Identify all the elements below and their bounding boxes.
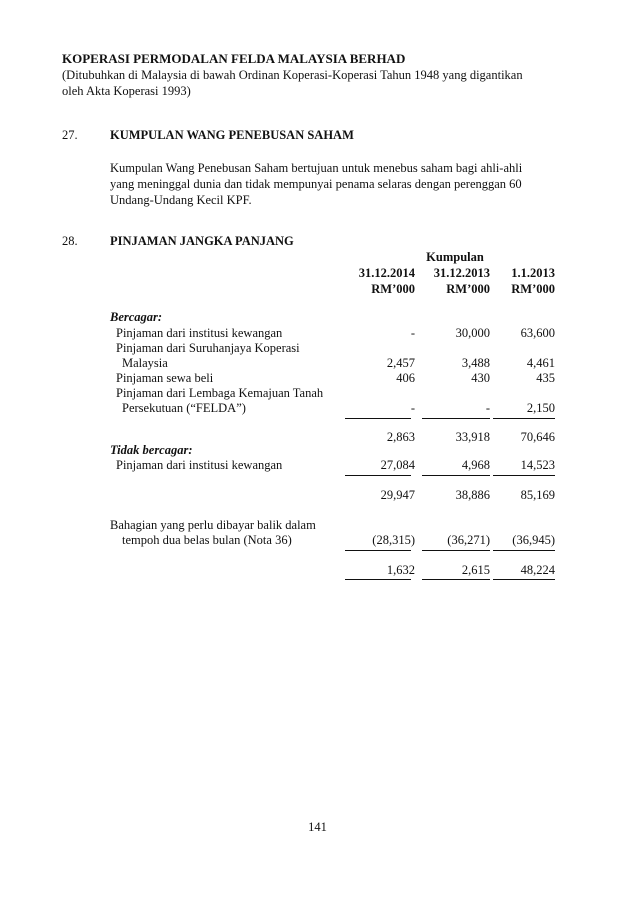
subtotal-cell: 33,918 — [455, 430, 490, 444]
column-date: 31.12.2014 — [358, 266, 415, 280]
divider — [422, 550, 490, 551]
subtotal-cell: 2,863 — [386, 430, 415, 444]
row-label: Malaysia — [122, 356, 168, 370]
page-number: 141 — [308, 820, 327, 834]
row-label: Pinjaman sewa beli — [116, 371, 214, 385]
table-cell: 4,461 — [526, 356, 555, 370]
column-date: 1.1.2013 — [511, 266, 555, 280]
row-label: Pinjaman dari institusi kewangan — [116, 326, 283, 340]
note-27-body-line2: yang meninggal dunia dan tidak mempunyai penama selaras dengan perenggan 60 — [110, 177, 522, 191]
note-28-number: 28. — [62, 234, 78, 248]
row-label: Pinjaman dari Suruhanjaya Koperasi — [116, 341, 300, 355]
column-date: 31.12.2013 — [433, 266, 490, 280]
row-label: Bahagian yang perlu dibayar balik dalam — [110, 518, 316, 532]
organization-subtitle-line1: (Ditubuhkan di Malaysia di bawah Ordinan Koperasi-Koperasi Tahun 1948 yang digantikan — [62, 68, 523, 82]
divider — [493, 418, 555, 419]
table-cell: (28,315) — [372, 533, 415, 547]
row-label: Persekutuan (“FELDA”) — [122, 401, 246, 415]
table-cell: 406 — [396, 371, 415, 385]
table-cell: 30,000 — [455, 326, 490, 340]
note-27-title: KUMPULAN WANG PENEBUSAN SAHAM — [110, 128, 354, 142]
unsecured-heading: Tidak bercagar: — [110, 443, 193, 457]
table-cell: 430 — [471, 371, 490, 385]
total-cell: 38,886 — [455, 488, 490, 502]
organization-name: KOPERASI PERMODALAN FELDA MALAYSIA BERHAD — [62, 51, 406, 66]
divider — [345, 418, 411, 419]
column-unit: RM’000 — [371, 282, 415, 296]
table-cell: - — [410, 326, 415, 340]
table-cell: - — [485, 401, 490, 415]
table-cell: 2,150 — [526, 401, 555, 415]
row-label: Pinjaman dari Lembaga Kemajuan Tanah — [116, 386, 324, 400]
table-cell: 2,457 — [386, 356, 415, 370]
table-cell: 435 — [536, 371, 555, 385]
table-cell: - — [410, 401, 415, 415]
row-label: Pinjaman dari institusi kewangan — [116, 458, 283, 472]
table-cell: (36,271) — [447, 533, 490, 547]
divider — [345, 550, 411, 551]
total-cell: 85,169 — [520, 488, 555, 502]
note-27-body-line1: Kumpulan Wang Penebusan Saham bertujuan untuk menebus saham bagi ahli-ahli — [110, 161, 523, 175]
organization-subtitle-line2: oleh Akta Koperasi 1993) — [62, 84, 191, 98]
note-27-number: 27. — [62, 128, 78, 142]
divider — [345, 579, 411, 580]
net-total-cell: 48,224 — [520, 563, 555, 577]
divider — [345, 475, 411, 476]
column-unit: RM’000 — [446, 282, 490, 296]
note-28-title: PINJAMAN JANGKA PANJANG — [110, 234, 294, 248]
subtotal-cell: 70,646 — [520, 430, 555, 444]
row-label: tempoh dua belas bulan (Nota 36) — [122, 533, 292, 547]
note-27-body-line3: Undang-Undang Kecil KPF. — [110, 193, 252, 207]
divider — [493, 579, 555, 580]
group-header: Kumpulan — [426, 250, 484, 264]
divider — [422, 418, 490, 419]
table-cell: 4,968 — [461, 458, 490, 472]
net-total-cell: 1,632 — [386, 563, 415, 577]
divider — [493, 475, 555, 476]
table-cell: 14,523 — [520, 458, 555, 472]
table-cell: 3,488 — [461, 356, 490, 370]
table-cell: (36,945) — [512, 533, 555, 547]
divider — [493, 550, 555, 551]
table-cell: 63,600 — [520, 326, 555, 340]
divider — [422, 579, 490, 580]
divider — [422, 475, 490, 476]
secured-heading: Bercagar: — [110, 310, 163, 324]
total-cell: 29,947 — [380, 488, 415, 502]
column-unit: RM’000 — [511, 282, 555, 296]
table-cell: 27,084 — [380, 458, 415, 472]
net-total-cell: 2,615 — [461, 563, 490, 577]
